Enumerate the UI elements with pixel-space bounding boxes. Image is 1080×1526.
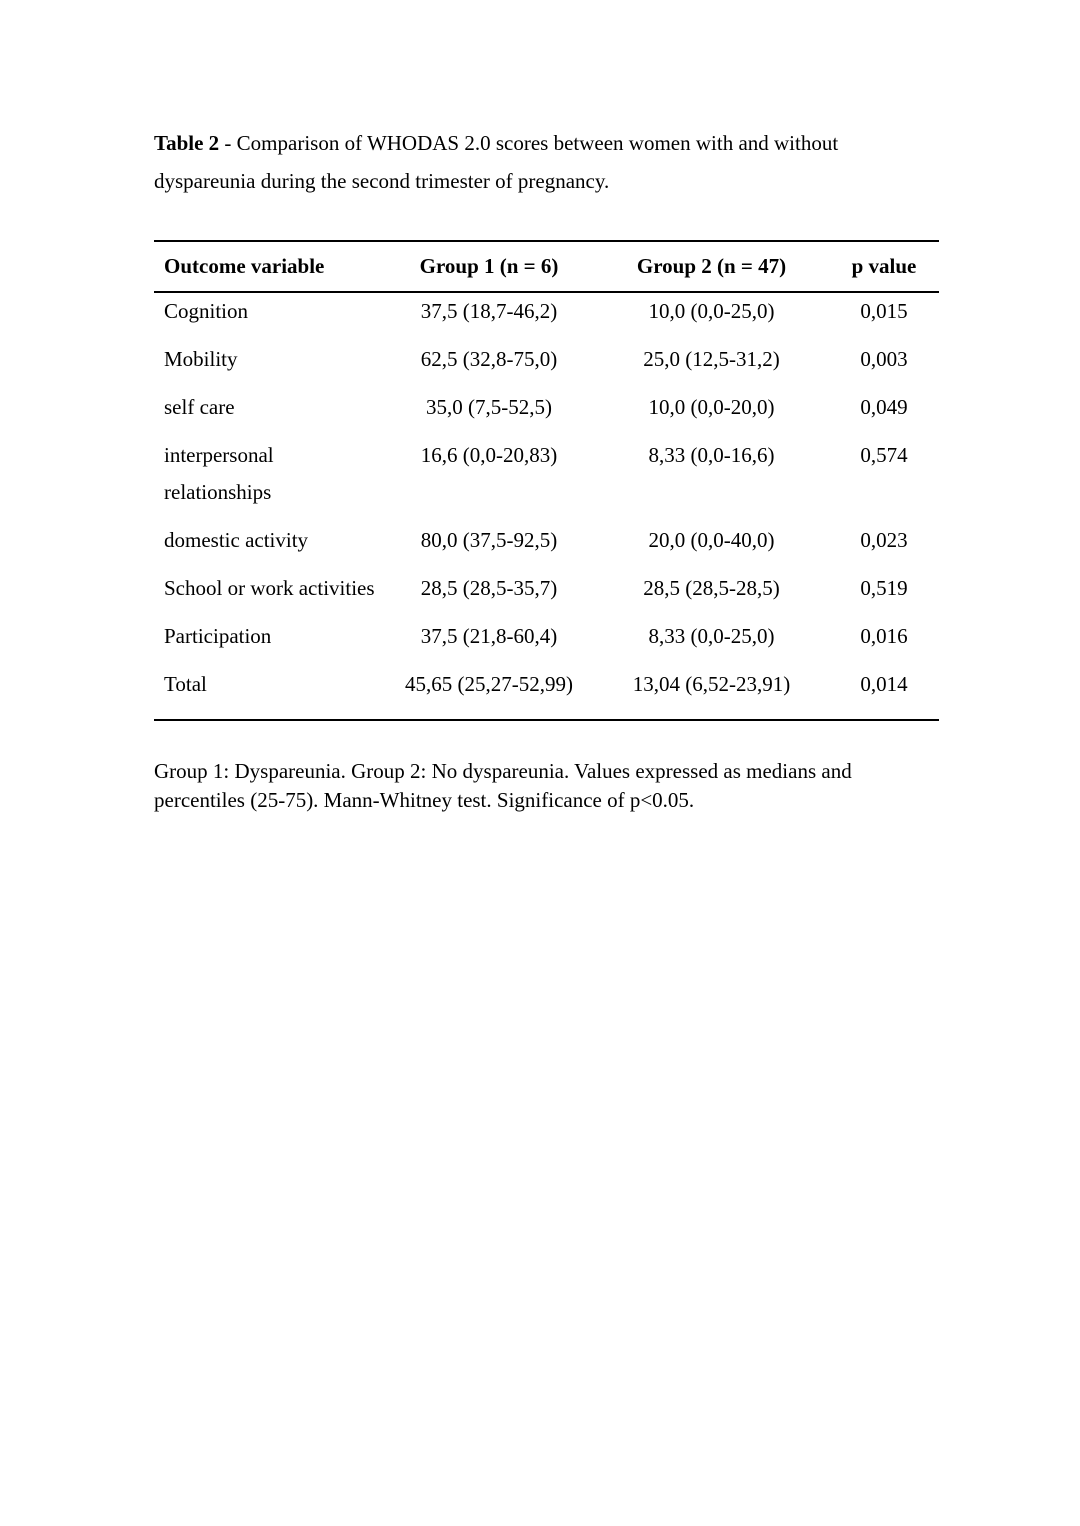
p-value-cell: 0,519 xyxy=(860,576,908,600)
group-1-cell: 35,0 (7,5-52,5) xyxy=(426,395,552,419)
table-row xyxy=(154,341,939,389)
p-value-cell: 0,003 xyxy=(860,347,908,371)
table-row xyxy=(154,570,939,618)
whodas-table xyxy=(154,240,939,721)
group-2-cell: 28,5 (28,5-28,5) xyxy=(643,576,780,600)
p-value-cell: 0,016 xyxy=(860,624,908,648)
p-value-cell: 0,014 xyxy=(829,666,939,720)
header-p-value: p value xyxy=(829,241,939,292)
table-row xyxy=(154,437,939,522)
header-group-1: Group 1 (n = 6) xyxy=(384,241,594,292)
table-caption xyxy=(154,124,944,200)
group-1-cell: 62,5 (32,8-75,0) xyxy=(420,347,558,371)
outcome-cell: Mobility xyxy=(164,347,238,371)
header-outcome-variable: Outcome variable xyxy=(154,241,384,292)
outcome-cell: Total xyxy=(154,666,384,720)
group-1-cell: 45,65 (25,27-52,99) xyxy=(384,666,594,720)
table-label: Table 2 xyxy=(154,131,220,155)
p-value-cell: 0,015 xyxy=(860,299,908,323)
p-value-cell: 0,049 xyxy=(860,395,908,419)
outcome-cell: Participation xyxy=(164,624,272,648)
outcome-cell: self care xyxy=(164,395,235,419)
table-row xyxy=(154,522,939,570)
outcome-cell: domestic activity xyxy=(164,528,309,552)
group-2-cell: 10,0 (0,0-20,0) xyxy=(648,395,775,419)
header-group-2: Group 2 (n = 47) xyxy=(594,241,829,292)
group-2-cell: 8,33 (0,0-25,0) xyxy=(648,624,775,648)
group-2-cell: 10,0 (0,0-25,0) xyxy=(648,299,775,323)
table-row xyxy=(154,389,939,437)
outcome-cell: interpersonal relationships xyxy=(164,443,274,504)
table-row xyxy=(154,666,939,720)
group-1-cell: 80,0 (37,5-92,5) xyxy=(420,528,558,552)
group-1-cell: 16,6 (0,0-20,83) xyxy=(420,443,558,467)
table-row xyxy=(154,618,939,666)
group-2-cell: 8,33 (0,0-16,6) xyxy=(648,443,775,467)
group-1-cell: 28,5 (28,5-35,7) xyxy=(420,576,558,600)
group-2-cell: 25,0 (12,5-31,2) xyxy=(643,347,780,371)
p-value-cell: 0,574 xyxy=(860,443,908,467)
header-row xyxy=(154,241,939,292)
group-1-cell: 37,5 (21,8-60,4) xyxy=(420,624,558,648)
table-row xyxy=(154,292,939,341)
outcome-cell: School or work activities xyxy=(164,576,375,600)
group-2-cell: 20,0 (0,0-40,0) xyxy=(648,528,775,552)
group-2-cell: 13,04 (6,52-23,91) xyxy=(594,666,829,720)
outcome-cell: Cognition xyxy=(164,299,249,323)
group-1-cell: 37,5 (18,7-46,2) xyxy=(420,299,558,323)
caption-text: - Comparison of WHODAS 2.0 scores between women with and without dyspareunia during the second trimester of pregnancy. xyxy=(154,131,839,193)
p-value-cell: 0,023 xyxy=(860,528,908,552)
table-footnote: Group 1: Dyspareunia. Group 2: No dyspareunia. Values expressed as medians and percentiles (25-75). Mann-Whitney test. Significance of p<0.05. xyxy=(154,759,852,812)
